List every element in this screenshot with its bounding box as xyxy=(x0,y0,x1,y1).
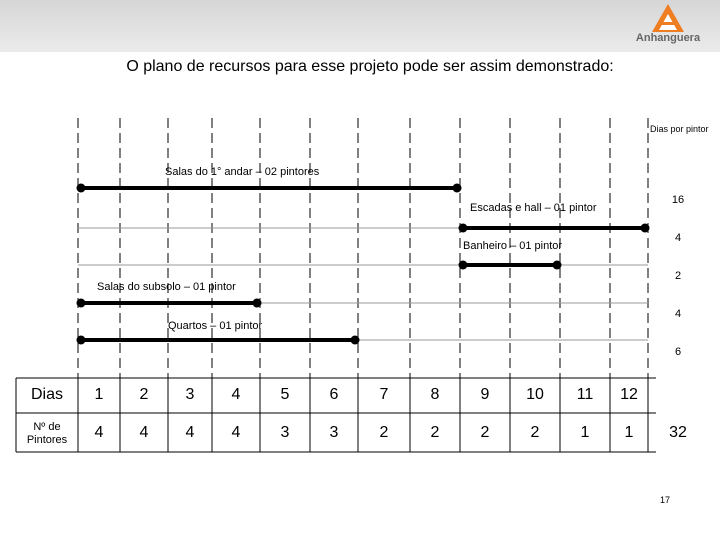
task-end-dot-1 xyxy=(641,224,650,233)
task-label-2: Banheiro – 01 pintor xyxy=(463,240,563,252)
table-painters-day-6: 3 xyxy=(329,424,339,441)
task-start-dot-4 xyxy=(77,336,86,345)
task-label-4: Quartos – 01 pintor xyxy=(168,320,263,332)
task-end-dot-2 xyxy=(553,261,562,270)
table-day-7: 7 xyxy=(379,386,389,403)
task-days-per-painter-2: 2 xyxy=(674,270,682,282)
table-day-10: 10 xyxy=(526,386,544,403)
task-start-dot-0 xyxy=(77,184,86,193)
table-painters-day-12: 1 xyxy=(624,424,634,441)
table-painters-day-3: 4 xyxy=(185,424,195,441)
table-day-8: 8 xyxy=(430,386,440,403)
task-label-1: Escadas e hall – 01 pintor xyxy=(470,202,597,214)
column-header-days-per-painter: Dias por pintor xyxy=(650,124,709,134)
table-day-12: 12 xyxy=(620,386,638,403)
table-painters-day-2: 4 xyxy=(139,424,149,441)
table-day-4: 4 xyxy=(231,386,241,403)
table-header-days: Dias xyxy=(30,386,63,403)
slide-title: O plano de recursos para esse projeto pode ser assim demonstrado: xyxy=(126,58,614,75)
table-day-6: 6 xyxy=(329,386,339,403)
table-day-1: 1 xyxy=(94,386,104,403)
task-days-per-painter-0: 16 xyxy=(671,194,685,206)
page-number: 17 xyxy=(660,495,671,505)
logo-wordmark: Anhanguera xyxy=(635,32,701,44)
task-days-per-painter-3: 4 xyxy=(674,308,682,320)
table-day-9: 9 xyxy=(480,386,490,403)
task-start-dot-3 xyxy=(77,299,86,308)
task-start-dot-2 xyxy=(459,261,468,270)
task-days-per-painter-4: 6 xyxy=(674,346,682,358)
table-painters-day-9: 2 xyxy=(480,424,490,441)
table-painters-day-1: 4 xyxy=(94,424,104,441)
task-days-per-painter-1: 4 xyxy=(674,232,682,244)
table-day-5: 5 xyxy=(280,386,290,403)
table-painters-day-11: 1 xyxy=(580,424,590,441)
table-painters-day-5: 3 xyxy=(280,424,290,441)
table-day-11: 11 xyxy=(576,386,594,403)
table-day-3: 3 xyxy=(185,386,195,403)
task-end-dot-3 xyxy=(253,299,262,308)
task-start-dot-1 xyxy=(459,224,468,233)
table-painters-day-7: 2 xyxy=(379,424,389,441)
table-painters-day-10: 2 xyxy=(530,424,540,441)
task-end-dot-4 xyxy=(351,336,360,345)
table-painters-day-4: 4 xyxy=(231,424,241,441)
task-end-dot-0 xyxy=(453,184,462,193)
table-day-2: 2 xyxy=(139,386,149,403)
task-label-0: Salas do 1° andar – 02 pintores xyxy=(165,166,320,178)
table-total: 32 xyxy=(669,424,687,441)
table-header-painters: Nº de Pintores xyxy=(26,421,68,446)
table-painters-day-8: 2 xyxy=(430,424,440,441)
task-label-3: Salas do subsolo – 01 pintor xyxy=(97,281,236,293)
